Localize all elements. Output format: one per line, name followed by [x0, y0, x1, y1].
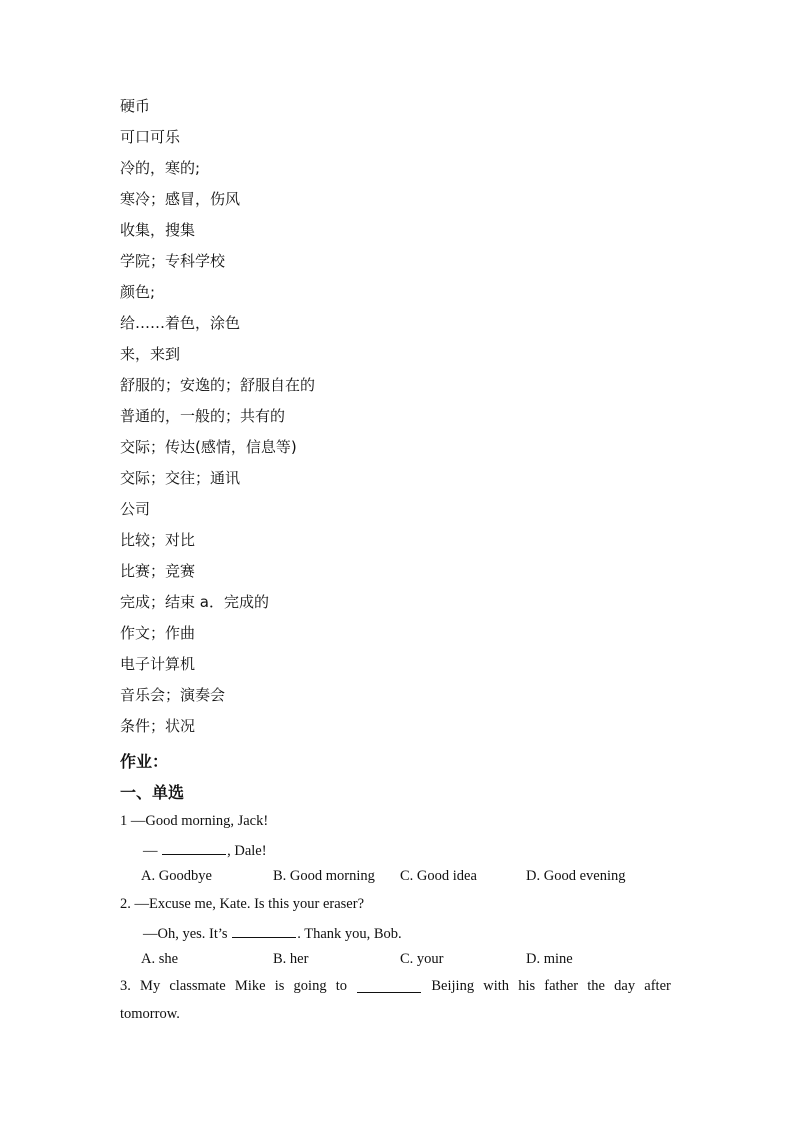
- question-word: going: [293, 978, 327, 994]
- question-word: his: [518, 978, 536, 994]
- question-1-reply-end: , Dale!: [227, 843, 267, 859]
- question-2-prompt: 2. —Excuse me, Kate. Is this your eraser?: [120, 896, 365, 912]
- section-title: 一、单选: [120, 783, 185, 802]
- question-word: classmate: [169, 978, 226, 994]
- question-1-option-b[interactable]: B. Good morning: [273, 868, 375, 884]
- question-3-prompt: [120, 978, 671, 995]
- question-word: with: [483, 978, 510, 994]
- question-2-option-b[interactable]: B. her: [273, 951, 309, 967]
- vocab-line: 寒冷；感冒，伤风: [120, 190, 241, 208]
- question-2-reply: [143, 923, 402, 943]
- vocabulary-list: [120, 95, 315, 746]
- vocab-line: 电子计算机: [120, 655, 196, 673]
- vocab-line: 可口可乐: [120, 128, 181, 146]
- vocab-line: 给……着色，涂色: [120, 314, 241, 332]
- vocab-line: 作文；作曲: [120, 624, 196, 642]
- question-word: My: [140, 978, 161, 994]
- answer-blank[interactable]: [232, 923, 296, 938]
- vocab-line: 音乐会；演奏会: [120, 686, 226, 704]
- question-1-option-d[interactable]: D. Good evening: [526, 868, 626, 884]
- question-1-option-c[interactable]: C. Good idea: [400, 868, 477, 884]
- question-word: to: [335, 978, 348, 994]
- vocab-line: 比赛；竞赛: [120, 562, 196, 580]
- vocab-line: 来，来到: [120, 345, 181, 363]
- question-1-reply: [143, 840, 267, 860]
- vocab-line: 交际；传达(感情，信息等): [120, 438, 297, 456]
- question-word: Beijing: [431, 978, 475, 994]
- question-2-option-a[interactable]: A. she: [141, 951, 179, 967]
- question-2-reply-end: . Thank you, Bob.: [297, 926, 402, 942]
- homework-title: 作业：: [120, 752, 169, 771]
- vocab-line: 完成；结束 a．完成的: [120, 593, 269, 611]
- vocab-line: 普通的，一般的；共有的: [120, 407, 286, 425]
- vocab-line: 公司: [120, 500, 151, 518]
- vocab-line: 交际；交往；通讯: [120, 469, 241, 487]
- vocab-line: 舒服的；安逸的；舒服自在的: [120, 376, 316, 394]
- question-2-reply-start: —Oh, yes. It’s: [143, 926, 232, 942]
- answer-blank[interactable]: [357, 978, 421, 993]
- vocab-line: 学院；专科学校: [120, 252, 226, 270]
- question-word: father: [544, 978, 579, 994]
- question-2-option-d[interactable]: D. mine: [526, 951, 573, 967]
- answer-blank[interactable]: [162, 840, 226, 855]
- question-2-option-c[interactable]: C. your: [400, 951, 444, 967]
- vocab-line: 比较；对比: [120, 531, 196, 549]
- vocab-line: 条件；状况: [120, 717, 196, 735]
- question-1-prompt: 1 —Good morning, Jack!: [120, 813, 269, 829]
- vocab-line: 颜色;: [120, 283, 156, 301]
- question-1-reply-start: —: [143, 843, 162, 859]
- vocab-line: 冷的，寒的;: [120, 159, 201, 177]
- question-word: the: [587, 978, 605, 994]
- vocab-line: 收集，搜集: [120, 221, 196, 239]
- question-3-continuation: tomorrow.: [120, 1006, 180, 1022]
- vocab-line: 硬币: [120, 97, 151, 115]
- question-word: day: [614, 978, 636, 994]
- question-word: Mike: [234, 978, 266, 994]
- question-word: after: [644, 978, 671, 994]
- question-word: is: [274, 978, 285, 994]
- question-1-option-a[interactable]: A. Goodbye: [141, 868, 212, 884]
- question-word: 3.: [120, 978, 131, 994]
